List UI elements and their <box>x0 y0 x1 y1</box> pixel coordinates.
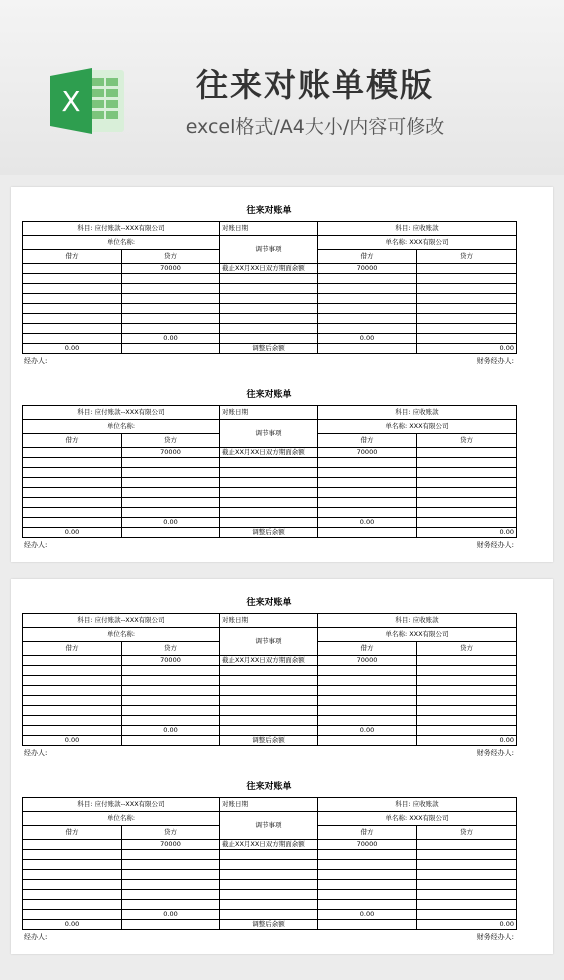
table-row <box>23 274 517 284</box>
table-cell <box>417 518 517 528</box>
reconciliation-statement <box>22 595 516 765</box>
table-cell <box>417 656 517 666</box>
table-row <box>23 478 517 488</box>
subtotal-right: 0.00 <box>318 334 417 344</box>
statement-title: 往来对账单 <box>246 782 292 792</box>
subtotal-left: 0.00 <box>122 910 220 920</box>
statement-title: 往来对账单 <box>246 206 292 216</box>
credit-header-left: 贷方 <box>122 434 220 448</box>
table-row <box>23 900 517 910</box>
adjust-items-label: 调节事项 <box>220 420 318 448</box>
table-cell <box>220 518 318 528</box>
adjusted-left-value: 0.00 <box>23 344 122 354</box>
table-row <box>23 468 517 478</box>
debit-header-left: 借方 <box>23 250 122 264</box>
adjusted-balance-label: 调整后余额 <box>220 528 318 538</box>
statement-table <box>22 613 517 746</box>
subtotal-left: 0.00 <box>122 334 220 344</box>
unit-name-right: 单名称: XXX有限公司 <box>318 628 517 642</box>
finance-handler-label: 财务经办人: <box>476 357 514 365</box>
table-row <box>23 696 517 706</box>
subject-right: 科目: 应收账款 <box>318 798 517 812</box>
reconciliation-statement <box>22 779 516 949</box>
reconcile-date-label: 对账日期 <box>220 614 318 628</box>
balance-left-value: 70000 <box>122 656 220 666</box>
balance-row-label: 截止XX月XX日双方期面余额 <box>220 264 318 274</box>
debit-header-right: 借方 <box>318 642 417 656</box>
table-cell <box>122 920 220 930</box>
debit-header-right: 借方 <box>318 250 417 264</box>
debit-header-right: 借方 <box>318 826 417 840</box>
adjusted-right-value: 0.00 <box>417 736 517 746</box>
handler-label: 经办人: <box>24 933 48 941</box>
svg-text:X: X <box>61 85 81 118</box>
table-row <box>23 706 517 716</box>
unit-name-right: 单名称: XXX有限公司 <box>318 236 517 250</box>
table-row <box>23 314 517 324</box>
table-cell <box>220 334 318 344</box>
table-row <box>23 870 517 880</box>
handler-label: 经办人: <box>24 749 48 757</box>
table-cell <box>23 726 122 736</box>
table-cell <box>220 910 318 920</box>
reconcile-date-label: 对账日期 <box>220 406 318 420</box>
debit-header-left: 借方 <box>23 434 122 448</box>
finance-handler-label: 财务经办人: <box>476 749 514 757</box>
finance-handler-label: 财务经办人: <box>476 541 514 549</box>
unit-name-left: 单位名称: <box>23 236 220 250</box>
debit-header-left: 借方 <box>23 642 122 656</box>
table-row <box>23 716 517 726</box>
credit-header-left: 贷方 <box>122 826 220 840</box>
credit-header-left: 贷方 <box>122 642 220 656</box>
balance-right-value: 70000 <box>318 264 417 274</box>
table-row <box>23 676 517 686</box>
subtotal-left: 0.00 <box>122 726 220 736</box>
adjusted-right-value: 0.00 <box>417 920 517 930</box>
adjust-items-label: 调节事项 <box>220 628 318 656</box>
unit-name-left: 单位名称: <box>23 812 220 826</box>
balance-right-value: 70000 <box>318 448 417 458</box>
balance-left-value: 70000 <box>122 840 220 850</box>
statement-table <box>22 221 517 354</box>
credit-header-right: 贷方 <box>417 826 517 840</box>
credit-header-right: 贷方 <box>417 642 517 656</box>
unit-name-left: 单位名称: <box>23 420 220 434</box>
subtotal-right: 0.00 <box>318 726 417 736</box>
table-cell <box>417 334 517 344</box>
statement-table <box>22 797 517 930</box>
adjusted-left-value: 0.00 <box>23 920 122 930</box>
adjusted-right-value: 0.00 <box>417 528 517 538</box>
subject-right: 科目: 应收账款 <box>318 614 517 628</box>
table-cell <box>318 736 417 746</box>
table-cell <box>417 264 517 274</box>
balance-left-value: 70000 <box>122 448 220 458</box>
balance-row-label: 截止XX月XX日双方期面余额 <box>220 840 318 850</box>
table-cell <box>417 726 517 736</box>
adjusted-balance-label: 调整后余额 <box>220 920 318 930</box>
table-cell <box>23 840 122 850</box>
table-row <box>23 686 517 696</box>
table-cell <box>23 656 122 666</box>
debit-header-right: 借方 <box>318 434 417 448</box>
table-row <box>23 850 517 860</box>
balance-right-value: 70000 <box>318 840 417 850</box>
reconcile-date-label: 对账日期 <box>220 798 318 812</box>
page-subtitle: excel格式/A4大小/内容可修改 <box>185 116 445 138</box>
table-cell <box>318 528 417 538</box>
table-row <box>23 508 517 518</box>
table-cell <box>23 910 122 920</box>
statement-table <box>22 405 517 538</box>
adjust-items-label: 调节事项 <box>220 236 318 264</box>
table-row <box>23 284 517 294</box>
table-row <box>23 860 517 870</box>
balance-left-value: 70000 <box>122 264 220 274</box>
adjusted-balance-label: 调整后余额 <box>220 736 318 746</box>
table-row <box>23 488 517 498</box>
table-row <box>23 458 517 468</box>
table-row <box>23 890 517 900</box>
table-row <box>23 666 517 676</box>
table-cell <box>417 910 517 920</box>
subject-right: 科目: 应收账款 <box>318 222 517 236</box>
reconciliation-statement <box>22 203 516 373</box>
table-row <box>23 294 517 304</box>
statement-title: 往来对账单 <box>246 390 292 400</box>
table-row <box>23 304 517 314</box>
template-header <box>0 0 564 175</box>
table-cell <box>122 528 220 538</box>
unit-name-left: 单位名称: <box>23 628 220 642</box>
balance-row-label: 截止XX月XX日双方期面余额 <box>220 448 318 458</box>
subtotal-left: 0.00 <box>122 518 220 528</box>
credit-header-right: 贷方 <box>417 250 517 264</box>
table-row <box>23 498 517 508</box>
table-row <box>23 880 517 890</box>
credit-header-left: 贷方 <box>122 250 220 264</box>
page-title: 往来对账单模版 <box>195 66 434 104</box>
table-cell <box>23 334 122 344</box>
credit-header-right: 贷方 <box>417 434 517 448</box>
debit-header-left: 借方 <box>23 826 122 840</box>
unit-name-right: 单名称: XXX有限公司 <box>318 420 517 434</box>
adjusted-left-value: 0.00 <box>23 528 122 538</box>
balance-row-label: 截止XX月XX日双方期面余额 <box>220 656 318 666</box>
excel-icon <box>48 64 128 138</box>
table-cell <box>318 344 417 354</box>
table-cell <box>23 264 122 274</box>
subtotal-right: 0.00 <box>318 910 417 920</box>
subject-right: 科目: 应收账款 <box>318 406 517 420</box>
table-cell <box>122 344 220 354</box>
statement-title: 往来对账单 <box>246 598 292 608</box>
finance-handler-label: 财务经办人: <box>476 933 514 941</box>
adjusted-right-value: 0.00 <box>417 344 517 354</box>
adjust-items-label: 调节事项 <box>220 812 318 840</box>
reconciliation-statement <box>22 387 516 557</box>
subject-left: 科目: 应付账款--XXX有限公司 <box>23 798 220 812</box>
subject-left: 科目: 应付账款--XXX有限公司 <box>23 222 220 236</box>
subject-left: 科目: 应付账款--XXX有限公司 <box>23 614 220 628</box>
handler-label: 经办人: <box>24 541 48 549</box>
subject-left: 科目: 应付账款--XXX有限公司 <box>23 406 220 420</box>
table-cell <box>23 448 122 458</box>
table-cell <box>220 726 318 736</box>
adjusted-left-value: 0.00 <box>23 736 122 746</box>
handler-label: 经办人: <box>24 357 48 365</box>
table-cell <box>417 840 517 850</box>
adjusted-balance-label: 调整后余额 <box>220 344 318 354</box>
balance-right-value: 70000 <box>318 656 417 666</box>
table-cell <box>318 920 417 930</box>
reconcile-date-label: 对账日期 <box>220 222 318 236</box>
table-cell <box>417 448 517 458</box>
table-row <box>23 324 517 334</box>
table-cell <box>122 736 220 746</box>
subtotal-right: 0.00 <box>318 518 417 528</box>
unit-name-right: 单名称: XXX有限公司 <box>318 812 517 826</box>
table-cell <box>23 518 122 528</box>
